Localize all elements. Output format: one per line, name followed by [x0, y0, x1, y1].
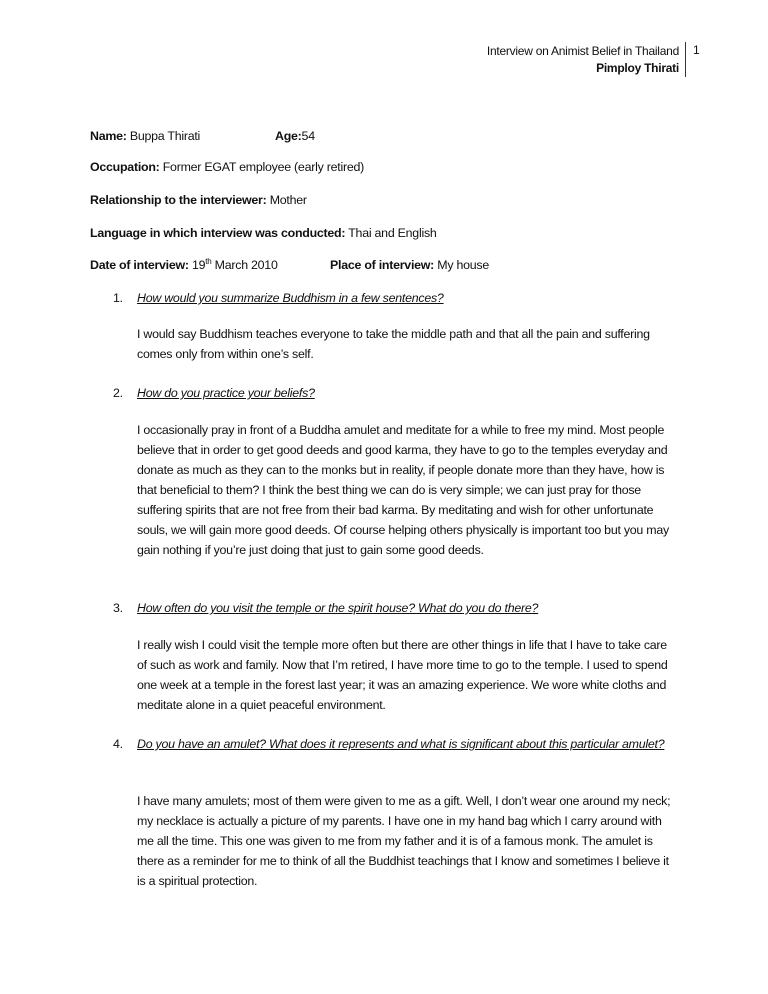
place-label: Place of interview:: [330, 258, 435, 272]
answer-text: I really wish I could visit the temple more often but there are other things in life that I have to take care of such as work and family. Now that I’m retired, I have more time to go to the temple. I used to spend one week at a temple in the forest last year; it was an amazing experience. We wore white cloths and meditate alone in a quiet peaceful environment.: [137, 638, 668, 712]
date-label: Date of interview:: [90, 258, 189, 272]
language-field: [90, 225, 437, 241]
header-divider: [685, 42, 686, 77]
page-header: [487, 43, 679, 77]
question-text: How do you practice your beliefs?: [137, 386, 315, 400]
occupation-value: Former EGAT employee (early retired): [162, 160, 364, 174]
question-number: 3.: [113, 601, 123, 615]
header-author: Pimploy Thirati: [596, 61, 679, 75]
place-field: [330, 257, 489, 273]
relationship-value: Mother: [269, 193, 307, 207]
occupation-label: Occupation:: [90, 160, 160, 174]
age-field: [275, 128, 315, 144]
language-label: Language in which interview was conducted:: [90, 226, 346, 240]
question-text: How often do you visit the temple or the spirit house? What do you do there?: [137, 601, 539, 615]
name-field: [90, 128, 200, 144]
question-text: Do you have an amulet? What does it represents and what is significant about this particular amulet?: [137, 737, 665, 751]
name-value: Buppa Thirati: [129, 129, 201, 143]
answer-text: I have many amulets; most of them were given to me as a gift. Well, I don’t wear one around my neck; my necklace is actually a picture of my parents. I have one in my hand bag which I carry around with me all the time. This one was given to me from my father and it is of a famous monk. The amulet is there as a reminder for me to think of all the Buddhist teachings that I know and sometimes I believe it is a spiritual protection.: [137, 794, 671, 888]
question-number: 2.: [113, 386, 123, 400]
date-rest: March 2010: [214, 258, 278, 272]
question-text: How would you summarize Buddhism in a few sentences?: [137, 291, 444, 305]
age-value: 54: [301, 129, 315, 143]
date-field: [90, 257, 278, 273]
relationship-field: [90, 192, 307, 208]
page-number: 1: [693, 43, 700, 57]
relationship-label: Relationship to the interviewer:: [90, 193, 267, 207]
place-value: My house: [437, 258, 489, 272]
age-label: Age:: [275, 129, 302, 143]
date-day: 19: [191, 258, 206, 272]
answer-text: I would say Buddhism teaches everyone to take the middle path and that all the pain and suffering comes only from within one’s self.: [137, 327, 650, 361]
question-number: 4.: [113, 737, 123, 751]
header-title: Interview on Animist Belief in Thailand: [486, 44, 679, 58]
date-suffix: th: [205, 257, 212, 266]
language-value: Thai and English: [348, 226, 437, 240]
name-label: Name:: [90, 129, 127, 143]
occupation-field: [90, 159, 364, 175]
answer-text: I occasionally pray in front of a Buddha amulet and meditate for a while to free my mind. Most people believe that in order to get good deeds and good karma, they have to go to the temples everyday and donate as much as they can to the monks but in reality, if people donate more than they have, how is that beneficial to them? I think the best thing we can do is very simple; we can just pray for those suffering spirits that are not free from their bad karma. By meditating and wish for other unfortunate souls, we will gain more good deeds. Of course helping others physically is important too but you may gain nothing if you’re just doing that just to gain some good deeds.: [137, 423, 669, 557]
question-number: 1.: [113, 291, 123, 305]
